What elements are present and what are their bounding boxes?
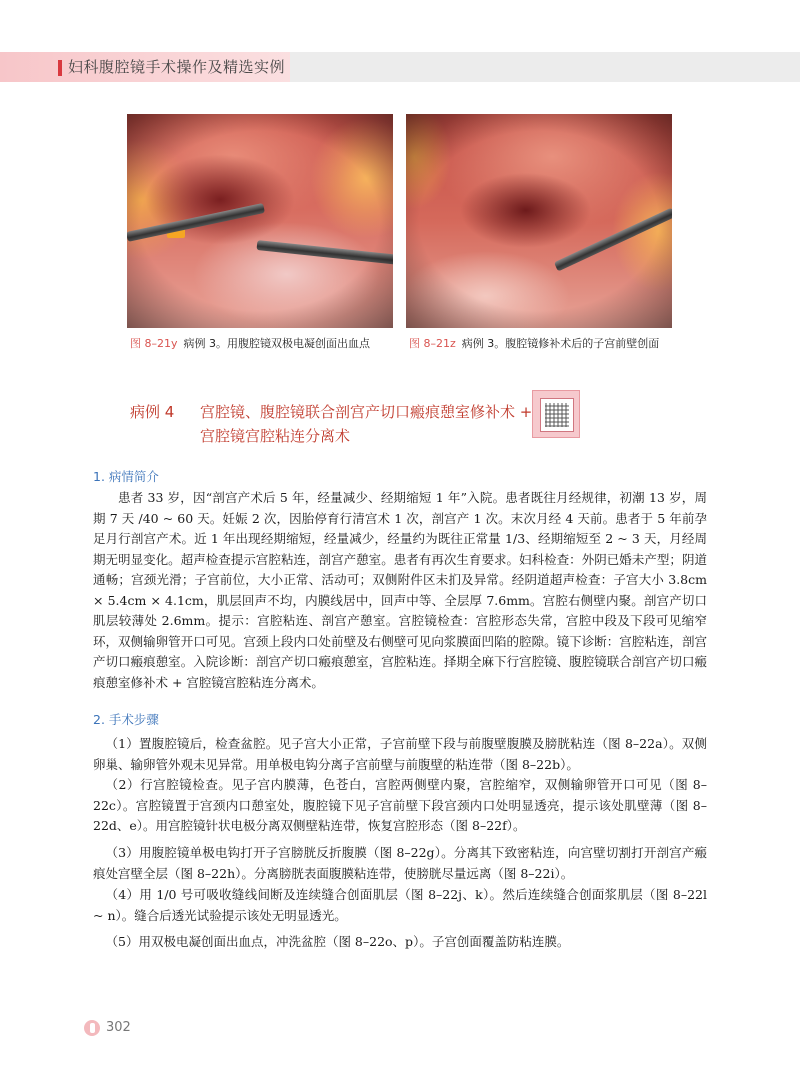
step-paragraph: （1）置腹腔镜后，检查盆腔。见子宫大小正常，子宫前壁下段与前腹壁腹膜及膀胱粘连（图 8–22a）。双侧卵巢、输卵管外观未见异常。用单极电钩分离子宫前壁与前腹壁的粘连带（图 8–22b）。	[93, 736, 707, 772]
section-heading-history: 1. 病情简介	[93, 469, 159, 484]
case-title-line-1: 宫腔镜、腹腔镜联合剖宫产切口瘢痕憩室修补术 +	[200, 403, 533, 421]
case-title-line-2: 宫腔镜宫腔粘连分离术	[200, 427, 351, 445]
figure-8-21z-image	[406, 114, 672, 328]
figure-8-21y-image	[127, 114, 393, 328]
figure-label: 图 8–21y	[130, 337, 178, 350]
step-paragraph: （2）行宫腔镜检查。见子宫内膜薄，色苍白，宫腔两侧壁内聚，宫腔缩窄，双侧输卵管开口可见（图 8–22c）。宫腔镜置于宫颈内口憩室处，腹腔镜下见子宫前壁下段宫颈内口处明显透亮，提示该处肌壁薄（图 8–22d、e）。用宫腔镜针状电极分离双侧壁粘连带，恢复宫腔形态（图 8–22f）。	[93, 777, 707, 833]
figure-caption-text: 病例 3。用腹腔镜双极电凝创面出血点	[183, 337, 371, 350]
page-marker-icon	[84, 1020, 100, 1036]
step-paragraph: （3）用腹腔镜单极电钩打开子宫膀胱反折腹膜（图 8–22g）。分离其下致密粘连，向宫壁切割打开剖宫产瘢痕处宫壁全层（图 8–22h）。分离膀胱表面腹膜粘连带，使膀胱尽量远离（图 8–22i）。	[93, 845, 707, 881]
step-paragraph: （5）用双极电凝创面出血点，冲洗盆腔（图 8–22o、p）。子宫创面覆盖防粘连膜。	[105, 934, 570, 949]
qr-pattern-icon	[545, 403, 569, 427]
header-gray-band	[290, 52, 800, 82]
history-paragraph: 患者 33 岁，因“剖宫产术后 5 年，经量减少、经期缩短 1 年”入院。患者既往月经规律，初潮 13 岁，周期 7 天 /40 ~ 60 天。妊娠 2 次，因胎停育行清宫术 1 次，剖宫产 1 次。末次月经 4 天前。患者于 5 年前孕足月行剖宫产术。近 1 年出现经期缩短，经量减少，经量约为既往正常量 1/3、经期缩短至 2 ~ 3 天，月经周期无明显变化。超声检查提示宫腔粘连，剖宫产憩室。患者有再次生育要求。妇科检查：外阴已婚未产型；阴道通畅；宫颈光滑；子宫前位，大小正常、活动可；双侧附件区未扪及异常。经阴道超声检查：子宫大小 3.8cm × 5.4cm × 4.1cm，肌层回声不均，内膜线居中，回声中等、全层厚 7.6mm。宫腔右侧壁内聚。剖宫产切口肌层较薄处 2.6mm。提示：宫腔粘连、剖宫产憩室。宫腔镜检查：宫腔形态失常，宫腔中段及下段可见缩窄环，双侧输卵管开口可见。宫颈上段内口处前壁及右侧壁可见向浆膜面凹陷的腔隙。镜下诊断：宫腔粘连，剖宫产切口瘢痕憩室。入院诊断：剖宫产切口瘢痕憩室，宫腔粘连。择期全麻下行宫腔镜、腹腔镜联合剖宫产切口瘢痕憩室修补术 + 宫腔镜宫腔粘连分离术。	[93, 490, 707, 690]
case-number: 病例 4	[130, 403, 175, 421]
section-heading-steps: 2. 手术步骤	[93, 712, 159, 727]
book-title: 妇科腹腔镜手术操作及精选实例	[68, 58, 286, 76]
header-accent-mark	[58, 60, 62, 76]
page-number: 302	[106, 1020, 131, 1035]
qr-code[interactable]	[532, 390, 580, 438]
figure-caption	[130, 335, 370, 351]
figure-label: 图 8–21z	[409, 337, 456, 350]
figure-caption-text: 病例 3。腹腔镜修补术后的子宫前壁创面	[461, 337, 660, 350]
figure-caption	[409, 335, 659, 351]
running-header	[0, 52, 800, 82]
step-paragraph: （4）用 1/0 号可吸收缝线间断及连续缝合创面肌层（图 8–22j、k）。然后连续缝合创面浆肌层（图 8–22l ~ n）。缝合后透光试验提示该处无明显透光。	[93, 887, 707, 923]
